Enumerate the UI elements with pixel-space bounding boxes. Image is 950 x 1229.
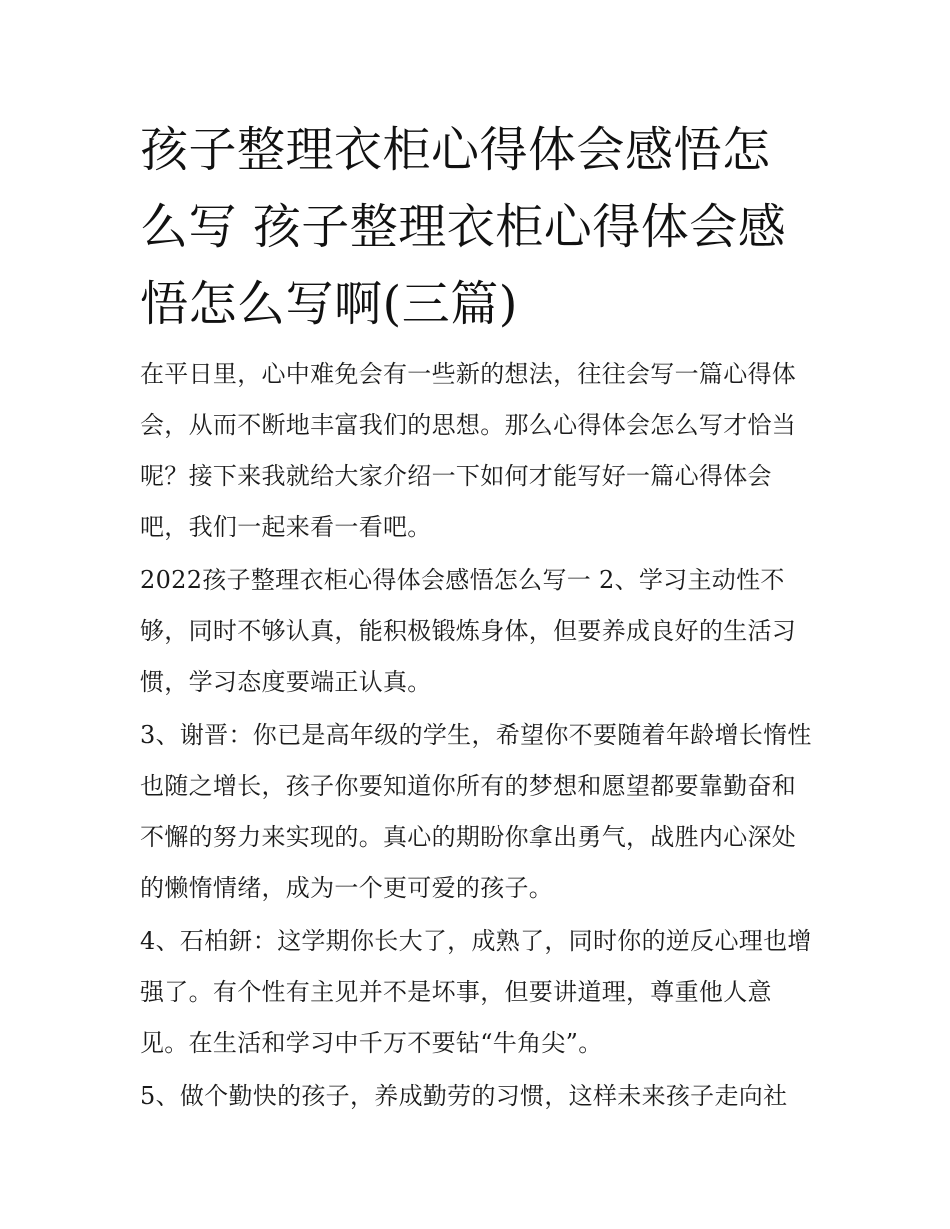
document-page xyxy=(140,112,812,1122)
paragraph-3: 3、谢晋：你已是高年级的学生，希望你不要随着年龄增长惰性也随之增长，孩子你要知道你所有的梦想和愿望都要靠勤奋和不懈的努力来实现的。真心的期盼你拿出勇气，战胜内心深处的懒惰情绪，成为一个更可爱的孩子。 xyxy=(140,721,812,902)
paragraph-2: 2022孩子整理衣柜心得体会感悟怎么写一 2、学习主动性不够，同时不够认真，能积极锻炼身体，但要养成良好的生活习惯，学习态度要端正认真。 xyxy=(140,566,797,696)
paragraph-4: 4、石柏鈃：这学期你长大了，成熟了，同时你的逆反心理也增强了。有个性有主见并不是坏事，但要讲道理，尊重他人意见。在生活和学习中千万不要钻“牛角尖”。 xyxy=(140,927,812,1057)
intro-paragraph: 在平日里，心中难免会有一些新的想法，往往会写一篇心得体会，从而不断地丰富我们的思想。那么心得体会怎么写才恰当呢？接下来我就给大家介绍一下如何才能写好一篇心得体会吧，我们一起来看一看吧。 xyxy=(140,360,797,541)
paragraph-5: 5、做个勤快的孩子，养成勤劳的习惯，这样未来孩子走向社 xyxy=(140,1082,788,1110)
document-title: 孩子整理衣柜心得体会感悟怎么写 孩子整理衣柜心得体会感悟怎么写啊(三篇) xyxy=(140,122,787,332)
